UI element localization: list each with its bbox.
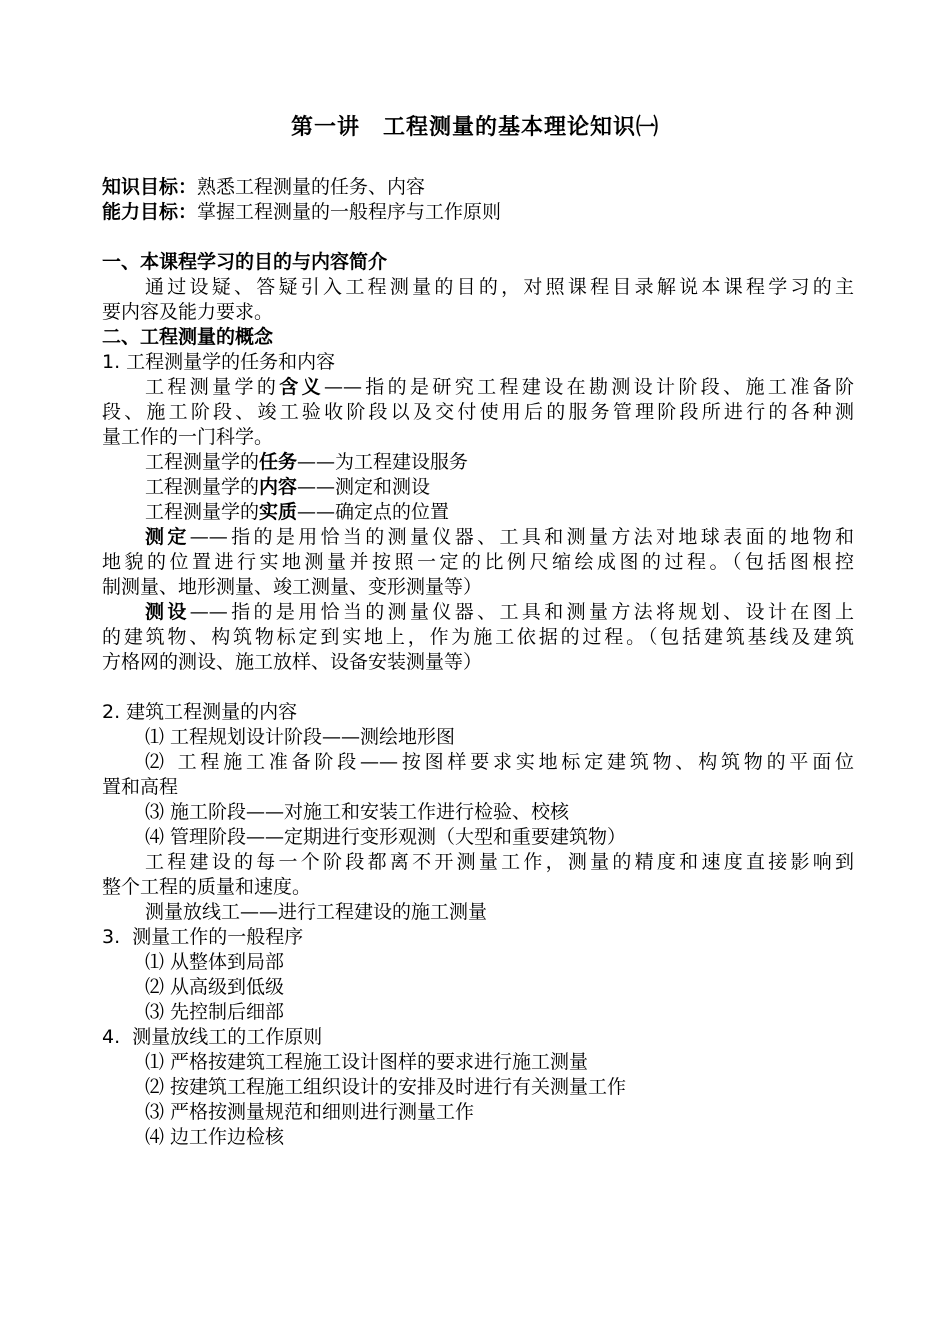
paragraph-line: 整个工程的质量和速度。 [102,876,312,898]
page-title: 第一讲 工程测量的基本理论知识㈠ [290,115,659,140]
list-item: ⑷ 管理阶段——定期进行变形观测（大型和重要建筑物） [145,826,627,848]
meaning-line: 量工作的一门科学。 [102,426,274,448]
setout-definition-line: 的建筑物、构筑物标定到实地上，作为施工依据的过程。（包括建筑基线及建筑 [102,626,854,648]
spacer [102,675,854,700]
meaning-term: 含义 [279,376,324,398]
task-line [102,450,854,475]
ability-objective-text: 掌握工程测量的一般程序与工作原则 [197,201,502,223]
essence-prefix: 工程测量学的 [145,501,260,523]
content-line [102,475,854,500]
survey-definition-line: 地貌的位置进行实地测量并按照一定的比例尺缩绘成图的过程。（包括图根控 [102,551,854,573]
list-item: ⑴ 严格按建筑工程施工设计图样的要求进行施工测量 [145,1051,589,1073]
survey-text: ——指的是用恰当的测量仪器、工具和测量方法对地球表面的地物和 [189,526,854,548]
list-item: ⑴ 工程规划设计阶段——测绘地形图 [145,726,456,748]
section2-heading: 二、工程测量的概念 [102,326,274,348]
paragraph-line: 测量放线工——进行工程建设的施工测量 [145,901,488,923]
ability-objective-label: 能力目标： [102,201,198,223]
essence-term: 实质 [259,501,298,523]
essence-text: ——确定点的位置 [297,501,450,523]
meaning-prefix: 工程测量学的 [145,376,280,398]
list-item-continuation: 置和高程 [102,776,179,798]
list-item: ⑶ 先控制后细部 [145,1001,285,1023]
list-item: ⑴ 从整体到局部 [145,951,285,973]
subsection1-heading: 1. 工程测量学的任务和内容 [102,351,336,373]
meaning-text: ——指的是研究工程建设在勘测设计阶段、施工准备阶 [323,376,854,398]
list-item: ⑶ 严格按测量规范和细则进行测量工作 [145,1101,475,1123]
ability-objective [102,200,854,225]
section1-heading: 一、本课程学习的目的与内容简介 [102,251,388,273]
essence-line [102,500,854,525]
task-prefix: 工程测量学的 [145,451,260,473]
knowledge-objective-text: 熟悉工程测量的任务、内容 [197,176,426,198]
meaning-line: 段、施工阶段、竣工验收阶段以及交付使用后的服务管理阶段所进行的各种测 [102,401,854,423]
knowledge-objective [102,175,854,200]
survey-definition-line [102,525,854,550]
setout-definition-line [102,600,854,625]
setout-definition-line: 方格网的测设、施工放样、设备安装测量等） [102,651,483,673]
task-term: 任务 [259,451,298,473]
list-item: ⑵ 按建筑工程施工组织设计的安排及时进行有关测量工作 [145,1076,627,1098]
meaning-line [102,375,854,400]
section1-paragraph-line: 要内容及能力要求。 [102,301,274,323]
list-item: ⑵ 从高级到低级 [145,976,285,998]
setout-text: ——指的是用恰当的测量仪器、工具和测量方法将规划、设计在图上 [189,601,854,623]
section1-paragraph-line: 通过设疑、答疑引入工程测量的目的，对照课程目录解说本课程学习的主 [145,276,854,298]
list-item: ⑶ 施工阶段——对施工和安装工作进行检验、校核 [145,801,570,823]
setout-term: 测设 [145,601,190,623]
subsection3-heading: 3. 测量工作的一般程序 [102,926,304,948]
content-prefix: 工程测量学的 [145,476,260,498]
content-text: ——测定和测设 [297,476,431,498]
content-term: 内容 [259,476,298,498]
list-item: ⑷ 边工作边检核 [145,1126,285,1148]
spacer [102,225,854,250]
subsection2-heading: 2. 建筑工程测量的内容 [102,701,298,723]
document-body [102,175,854,1150]
survey-term: 测定 [145,526,190,548]
subsection4-heading: 4. 测量放线工的工作原则 [102,1026,323,1048]
list-item: ⑵ 工程施工准备阶段——按图样要求实地标定建筑物、构筑物的平面位 [145,751,854,773]
paragraph-line: 工程建设的每一个阶段都离不开测量工作，测量的精度和速度直接影响到 [145,851,854,873]
knowledge-objective-label: 知识目标： [102,176,198,198]
task-text: ——为工程建设服务 [297,451,469,473]
survey-definition-line: 制测量、地形测量、竣工测量、变形测量等） [102,576,483,598]
